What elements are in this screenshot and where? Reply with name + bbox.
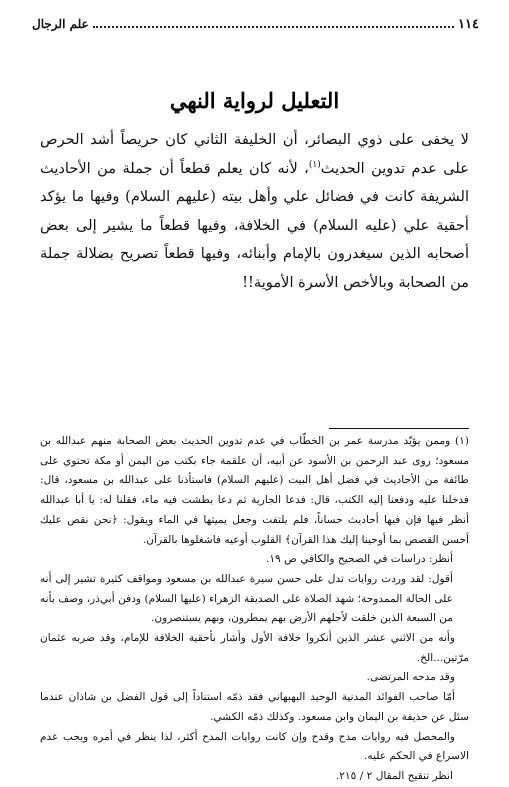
footnote-paragraph: أقول: لقد وردت روايات تدل على حسن سيرة عبدالله بن مسعود ومواقف كثيرة تشير إلى أنه على الحالة الممدوحة؛ شهد الصلاة على الصديقة الزهراء (عليها السلام) ودفن أبي‌ذر، وصف بأنه من السبعة الذين خلقت لأجلهم الأرض بهم يمطرون، وبهم يستنصرون. [40,572,453,625]
footnote-paragraph: أنظر: دراسات في الصحيح والكافي ص ١٩. [265,553,453,566]
footnote-paragraph: وقد مدحه المرتضى. [366,671,455,684]
section-title: التعليل لرواية النهي [169,88,340,113]
footnote-paragraph: وأنه من الاثني عشر الذين أنكروا خلافة الأول وأشار بأحقية الخلافة للإمام، وقد ضربه عثمان مرّتين...الخ. [40,632,469,664]
footnote-paragraph: (١) وممن يؤيّد مدرسة عمر بن الخطّاب في عدم تدوين الحديث بعض الصحابة منهم عبدالله بن مسعود؛ روى عبد الرحمن بن الأسود عن أبيه، أن علقمة جاء بكتب من اليمن أو مكة تحتوي على طائفة من الأحاديث في فضل أهل البيت (عليهم السلام) فاستأذنا على عبدالله بن مسعود، قال: فدخلنا عليه ودفعنا إليه الكتب، قال: فدعا الجارية ثم دعا بطشت فيه ماء، فقلنا له: يا أبا عبدالله أنظر فيها فإن فيها أحاديث حساناً، فلم يلتفت وجعل يميثها في الماء ويقول: ﴿نحن نقص عليك أحسن القصص بما أوحينا إليك هذا القرآن﴾ القلوب أوعيه فاشغلوها بالقرآن. [40,435,469,546]
footnote-separator [329,428,469,429]
page-header [32,14,479,34]
footnotes [40,432,469,787]
running-title: علم الرجال [32,17,89,31]
footnote-reference: (١) [308,159,321,170]
main-text-part2: ، لأنه كان يعلم قطعاً أن جملة من الأحاديث الشريفة كانت في فضائل علي وأهل بيته (عليهم السلام) وفيها ما يؤكد أحقية علي (عليه السلام) في الخلافة، وفيها قطعاً ما يشير إلى بعض أصحابه الذين سيغدرون بالإمام وأبنائه، وفيها قطعاً تصريح بضلالة جملة من الصحابة وبالأخص الأسرة الأموية!! [40,159,469,291]
main-text-part1: لا يخفى على ذوي البصائر، أن الخليفة الثاني كان حريصاً أشد الحرص على عدم تدوين الحديث [40,131,469,177]
footnote-paragraph: انظر تنقيح المقال ٢ / ٢١٥. [335,769,453,782]
footnote-paragraph: والمحصل فيه روايات مدح وقدح وإن كانت روايات المدح أكثر، لذا ينظر في أمره ويجب عدم الاسراع في الحكم عليه. [40,730,469,763]
main-paragraph [40,126,469,297]
header-dotted-leader [93,20,454,28]
footnote-paragraph: أمّا صاحب الفوائد المدنية الوحيد البهبهاني فقد ذمّه استناداً إلى قول الفضل بن شاذان عندما سئل عن حذيفة بن اليمان وابن مسعود. وكذلك ذمّه الكشي. [40,691,469,723]
page-number: ١١٤ [458,16,479,32]
